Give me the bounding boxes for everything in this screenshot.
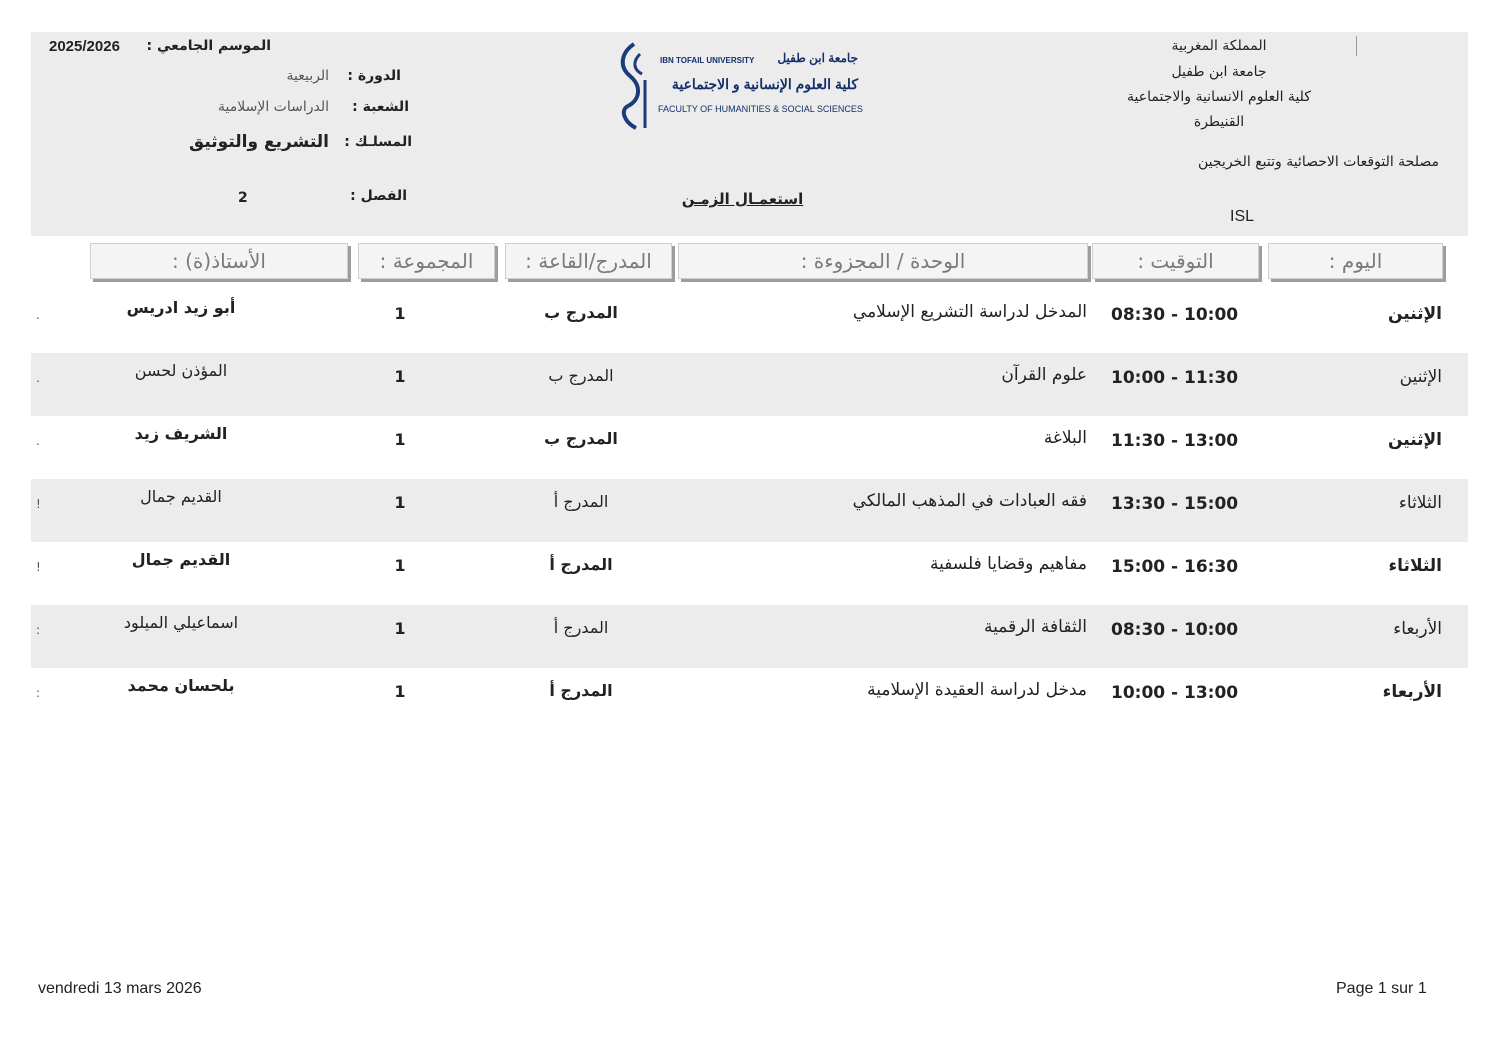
row-module: مدخل لدراسة العقيدة الإسلامية <box>867 680 1087 700</box>
season-value: 2025/2026 <box>49 38 120 55</box>
row-day: الأربعاء <box>1393 619 1442 639</box>
row-tick: : <box>36 686 41 700</box>
logo-english-faculty: FACULTY OF HUMANITIES & SOCIAL SCIENCES <box>658 104 863 114</box>
row-professor: المؤذن لحسن <box>134 361 228 380</box>
row-professor: الشريف زيد <box>134 424 228 443</box>
row-room: المدرج ب <box>544 303 618 322</box>
row-group: 1 <box>394 682 406 701</box>
semester-label: الفصل : <box>350 188 407 204</box>
session-label: الدورة : <box>347 68 401 84</box>
column-header-professor: الأستاذ(ة) : <box>90 243 348 279</box>
print-date: vendredi 13 mars 2026 <box>38 980 202 997</box>
row-time: 08:30 - 10:00 <box>1111 620 1239 640</box>
column-header-time: التوقيت : <box>1092 243 1259 279</box>
table-row <box>31 353 1468 416</box>
row-professor: اسماعيلي الميلود <box>123 613 239 632</box>
column-header-room: المدرج/القاعة : <box>505 243 672 279</box>
row-group: 1 <box>394 619 406 638</box>
city-name: القنيطرة <box>1193 114 1245 130</box>
row-room: المدرج أ <box>553 618 609 637</box>
row-group: 1 <box>394 367 406 386</box>
column-header-module: الوحدة / المجزوءة : <box>678 243 1088 279</box>
page-title: استعمـال الزمـن <box>681 190 804 208</box>
logo-english-university: IBN TOFAIL UNIVERSITY <box>660 56 755 65</box>
service-name: مصلحة التوقعات الاحصائية وتتبع الخريجين <box>1198 154 1439 170</box>
row-day: الإثنين <box>1399 367 1442 387</box>
row-tick: . <box>36 371 40 385</box>
track-value: التشريع والتوثيق <box>189 132 329 152</box>
row-group: 1 <box>394 493 406 512</box>
row-room: المدرج أ <box>549 681 613 700</box>
kingdom-name: المملكة المغربية <box>1171 38 1267 54</box>
table-row <box>31 542 1468 605</box>
table-row <box>31 668 1468 731</box>
row-group: 1 <box>394 304 406 323</box>
row-room: المدرج أ <box>553 492 609 511</box>
row-module: فقه العبادات في المذهب المالكي <box>852 491 1087 511</box>
logo-emblem-icon <box>612 40 652 132</box>
university-name: جامعة ابن طفيل <box>1171 64 1267 80</box>
row-time: 10:00 - 13:00 <box>1111 683 1239 703</box>
row-professor: بلحسان محمد <box>127 676 235 695</box>
logo-arabic-university: جامعة ابن طفيل <box>777 51 858 65</box>
row-module: مفاهيم وقضايا فلسفية <box>929 554 1087 574</box>
row-tick: : <box>36 623 41 637</box>
row-module: الثقافة الرقمية <box>984 617 1087 637</box>
row-day: الإثنين <box>1387 304 1442 324</box>
row-group: 1 <box>394 430 406 449</box>
session-value: الربيعية <box>286 68 329 84</box>
row-professor: أبو زيد ادريس <box>126 298 236 317</box>
row-professor: القديم جمال <box>140 487 222 506</box>
table-row <box>31 290 1468 353</box>
track-label: المسلـك : <box>344 134 412 150</box>
season-label: الموسم الجامعي : <box>146 38 271 54</box>
table-row <box>31 416 1468 479</box>
row-tick: . <box>36 308 40 322</box>
row-tick: . <box>36 434 40 448</box>
cursor-divider <box>1356 36 1357 56</box>
university-logo <box>612 40 864 132</box>
row-room: المدرج أ <box>549 555 613 574</box>
row-tick: ! <box>36 560 41 574</box>
semester-value: 2 <box>238 190 248 206</box>
branch-label: الشعبة : <box>352 99 409 115</box>
column-header-day: اليوم : <box>1268 243 1443 279</box>
row-module: علوم القرآن <box>1001 365 1087 385</box>
row-module: المدخل لدراسة التشريع الإسلامي <box>852 302 1087 322</box>
row-module: البلاغة <box>1043 428 1087 448</box>
row-time: 11:30 - 13:00 <box>1111 431 1239 451</box>
branch-value: الدراسات الإسلامية <box>218 99 329 115</box>
faculty-name: كلية العلوم الانسانية والاجتماعية <box>1127 89 1311 105</box>
logo-arabic-faculty: كلية العلوم الإنسانية و الاجتماعية <box>671 76 858 92</box>
row-room: المدرج ب <box>544 429 618 448</box>
page-number: Page 1 sur 1 <box>1336 980 1427 997</box>
program-code: ISL <box>1230 208 1255 225</box>
row-group: 1 <box>394 556 406 575</box>
row-day: الأربعاء <box>1382 682 1442 702</box>
row-room: المدرج ب <box>548 366 614 385</box>
row-professor: القديم جمال <box>131 550 231 569</box>
row-time: 10:00 - 11:30 <box>1111 368 1239 388</box>
row-time: 15:00 - 16:30 <box>1111 557 1239 577</box>
table-row <box>31 479 1468 542</box>
row-tick: ! <box>36 497 41 511</box>
row-day: الثلاثاء <box>1388 556 1442 576</box>
row-time: 13:30 - 15:00 <box>1111 494 1239 514</box>
column-header-group: المجموعة : <box>358 243 495 279</box>
row-time: 08:30 - 10:00 <box>1111 305 1239 325</box>
table-row <box>31 605 1468 668</box>
row-day: الإثنين <box>1387 430 1442 450</box>
row-day: الثلاثاء <box>1398 493 1442 513</box>
